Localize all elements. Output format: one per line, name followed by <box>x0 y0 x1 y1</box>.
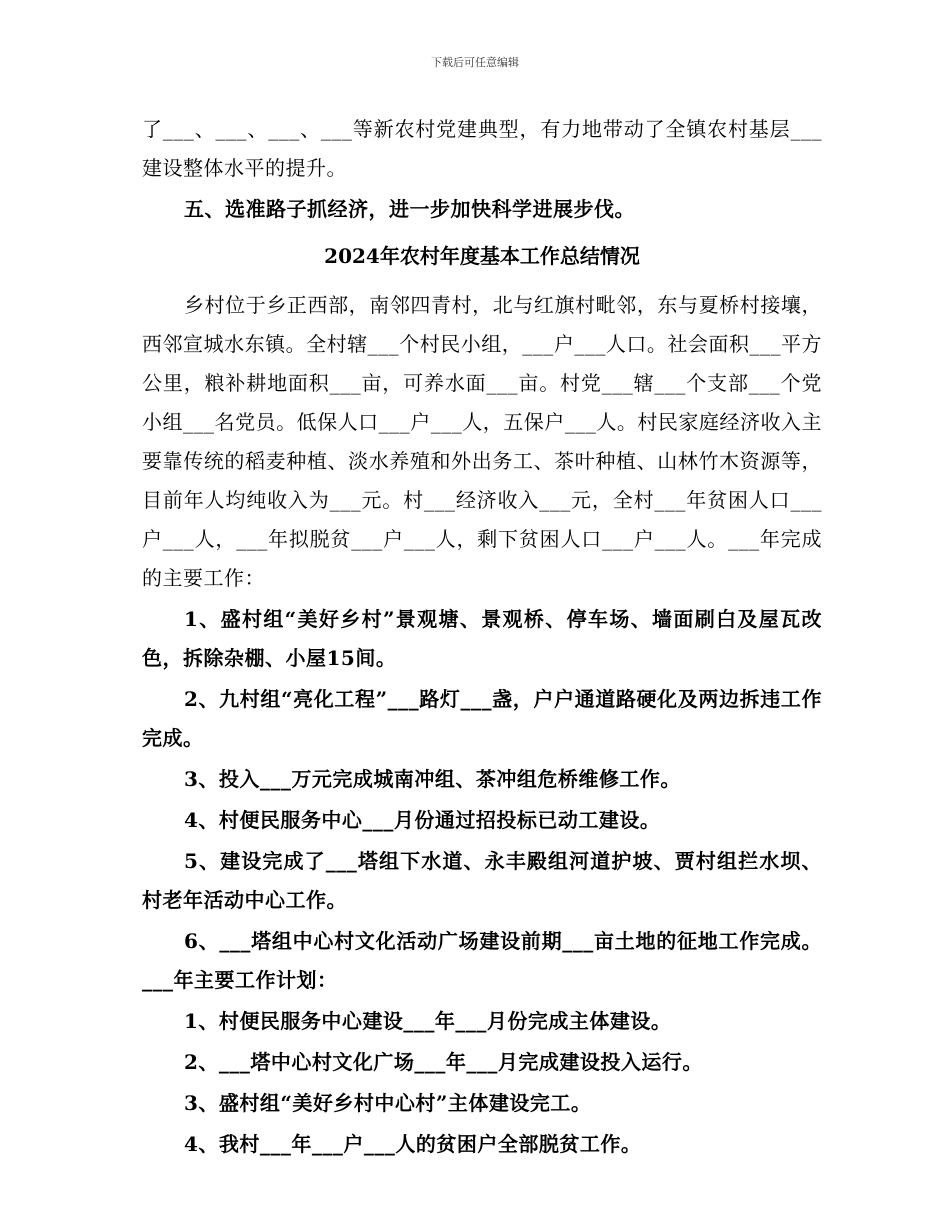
list-item-plan-4: 4、我村___年___户___人的贫困户全部脱贫工作。 <box>184 1132 642 1156</box>
page-header: 下载后可任意编辑 <box>431 56 519 69</box>
list-item-plan-2: 2、___塔中心村文化广场___年___月完成建设投入运行。 <box>184 1050 703 1074</box>
list-item-plan-3: 3、盛村组“美好乡村中心村”主体建设完工。 <box>184 1091 592 1115</box>
list-item-completed-6: 6、___塔组中心村文化活动广场建设前期___亩土地的征地工作完成。___年主要工作计划： <box>142 929 822 992</box>
paragraph-top-0: 了___、___、___、___等新农村党建典型，有力地带动了全镇农村基层___建设整体水平的提升。 <box>142 117 822 180</box>
document-title: 2024年农村年度基本工作总结情况 <box>324 244 640 268</box>
section-heading-five: 五、选准路子抓经济，进一步加快科学进展步伐。 <box>184 197 635 221</box>
document-body <box>142 110 822 1164</box>
list-item-completed-1: 1、盛村组“美好乡村”景观塘、景观桥、停车场、墙面刷白及屋瓦改色，拆除杂棚、小屋15间。 <box>142 607 822 670</box>
list-item-completed-3: 3、投入___万元完成城南冲组、茶冲组危桥维修工作。 <box>184 767 681 791</box>
list-item-plan-1: 1、村便民服务中心建设___年___月份完成主体建设。 <box>184 1009 672 1033</box>
list-item-completed-4: 4、村便民服务中心___月份通过招投标已动工建设。 <box>184 808 661 832</box>
paragraph-intro: 乡村位于乡正西部，南邻四青村，北与红旗村毗邻，东与夏桥村接壤，西邻宣城水东镇。全村辖___个村民小组，___户___人口。社会面积___平方公里，粮补耕地面积___亩，可养水面___亩。村党___辖___个支部___个党小组___名党员。低保人口___户___人，五保户___人。村民家庭经济收入主要靠传统的稻麦种植、淡水养殖和外出务工、茶叶种植、山林竹木资源等，目前年人均纯收入为___元。村___经济收入___元，全村___年贫困人口___户___人，___年拟脱贫___户___人，剩下贫困人口___户___人。___年完成的主要工作： <box>142 293 822 590</box>
list-item-completed-5: 5、建设完成了___塔组下水道、永丰殿组河道护坡、贾村组拦水坝、村老年活动中心工作。 <box>142 849 822 912</box>
list-item-completed-2: 2、九村组“亮化工程”___路灯___盏，户户通道路硬化及两边拆违工作完成。 <box>142 687 822 750</box>
